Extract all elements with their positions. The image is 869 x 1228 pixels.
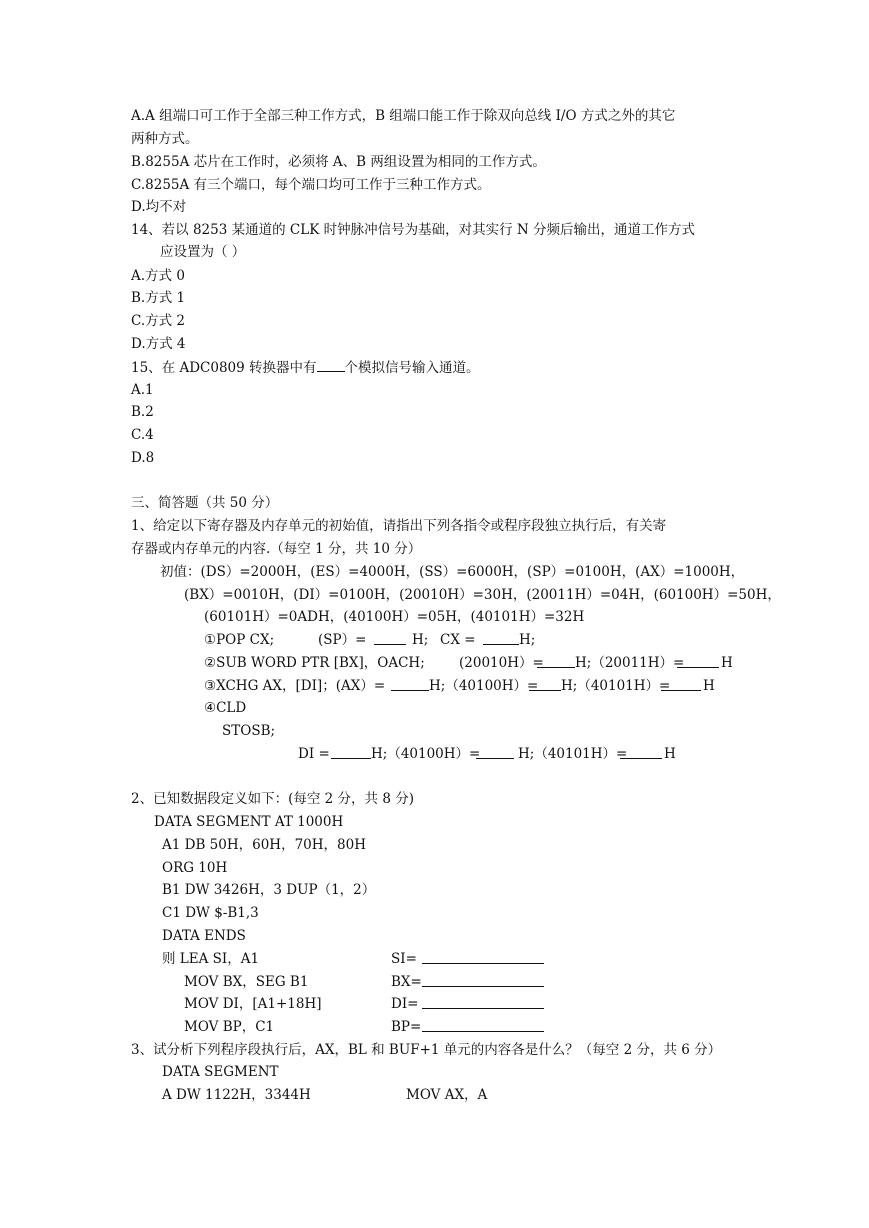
q14-stem-line1: 14、若以 8253 某通道的 CLK 时钟脉冲信号为基础，对其实行 N 分频后输出，通道工作方式 (131, 222, 695, 238)
instruction-text: ③XCHG AX，[DI]；(AX）= (204, 678, 386, 694)
answer-label: DI = (298, 746, 330, 762)
answer-label: H;（40101H）= (518, 746, 628, 762)
q14-option: C.方式 2 (131, 313, 186, 329)
answer-blank[interactable] (529, 677, 561, 691)
register-label: SI= (391, 951, 417, 967)
answer-blank[interactable] (331, 745, 371, 759)
answer-label: H;（20011H）= (575, 655, 685, 671)
q14-option: D.方式 4 (131, 336, 186, 352)
sq2-row (162, 1018, 562, 1036)
code-line: MOV DI，[A1+18H] (184, 996, 322, 1012)
sq1-item-3 (204, 677, 764, 695)
code-line: DATA ENDS (162, 928, 246, 944)
answer-label: (SP）= (318, 632, 367, 648)
answer-blank[interactable] (537, 654, 575, 668)
q15-answer-blank[interactable] (317, 358, 345, 372)
code-line: B1 DW 3426H，3 DUP（1，2） (162, 882, 376, 898)
answer-label: CX = (440, 632, 476, 648)
sq1-stem-line1: 1、给定以下寄存器及内存单元的初始值，请指出下列各指令或程序段独立执行后，有关寄 (131, 518, 667, 534)
q14-stem-line2: 应设置为（ ） (160, 244, 246, 260)
q14-option: A.方式 0 (131, 268, 185, 284)
answer-blank[interactable] (422, 973, 544, 987)
answer-blank[interactable] (374, 631, 406, 645)
q13-option-c: C.8255A 有三个端口，每个端口均可工作于三种工作方式。 (131, 177, 491, 193)
sq2-row (162, 973, 562, 991)
answer-blank[interactable] (677, 654, 719, 668)
q15-option: B.2 (131, 404, 154, 420)
sq1-item-1 (204, 631, 764, 649)
answer-label: H;（40100H）= (371, 746, 481, 762)
q15-stem-before: 15、在 ADC0809 转换器中有 (131, 360, 317, 376)
code-line: DATA SEGMENT AT 1000H (154, 814, 344, 830)
answer-label: H;（40101H）= (561, 678, 671, 694)
sq2-row (162, 950, 562, 968)
answer-blank[interactable] (422, 1018, 544, 1032)
sq1-initial-values-line2: (BX）=0010H，(DI）=0100H，(20010H）=30H，(20011H）=04H，(60100H）=50H， (184, 587, 781, 603)
q15-option: C.4 (131, 427, 154, 443)
answer-label: H; (519, 632, 536, 648)
answer-blank[interactable] (483, 631, 519, 645)
code-line: A1 DB 50H，60H，70H，80H (162, 837, 366, 853)
code-line: MOV AX，A (406, 1087, 488, 1103)
q15-option: D.8 (131, 450, 155, 466)
sq1-initial-values-line1: 初值：(DS）=2000H，(ES）=4000H，(SS）=6000H，(SP）=0100H，(AX）=1000H， (160, 564, 745, 580)
sq1-item-2 (204, 654, 764, 672)
sq2-title: 2、已知数据段定义如下：(每空 2 分，共 8 分) (131, 791, 414, 807)
code-line: A DW 1122H，3344H (162, 1087, 311, 1103)
q15-stem-after: 个模拟信号输入通道。 (344, 360, 480, 376)
answer-blank[interactable] (422, 995, 544, 1009)
answer-label: H;（40100H）= (429, 678, 539, 694)
sq1-stem-line2: 存器或内存单元的内容.（每空 1 分，共 10 分） (131, 541, 422, 557)
sq3-code-row (162, 1086, 502, 1104)
code-line: MOV BX，SEG B1 (184, 974, 309, 990)
answer-blank[interactable] (661, 677, 701, 691)
q13-option-d: D.均不对 (131, 199, 187, 215)
sq3-title: 3、试分析下列程序段执行后，AX，BL 和 BUF+1 单元的内容各是什么？（每空 2 分，共 6 分） (131, 1042, 722, 1058)
q13-option-a-line1: A.A 组端口可工作于全部三种工作方式，B 组端口能工作于除双向总线 I/O 方式之外的其它 (131, 108, 676, 124)
q13-option-b: B.8255A 芯片在工作时，必须将 A、B 两组设置为相同的工作方式。 (131, 154, 546, 170)
answer-label: H (664, 746, 676, 762)
q14-option: B.方式 1 (131, 290, 186, 306)
sq2-row (162, 995, 562, 1013)
code-line: DATA SEGMENT (162, 1064, 279, 1080)
answer-label: H (721, 655, 733, 671)
sq1-item-4-answers (298, 745, 718, 763)
answer-label: (20010H）= (459, 655, 544, 671)
instruction-text: ①POP CX; (204, 632, 275, 648)
sq1-item-4-line2: STOSB; (222, 723, 276, 739)
instruction-text: ②SUB WORD PTR [BX]，OACH; (204, 655, 425, 671)
code-line: ORG 10H (162, 860, 228, 876)
q13-option-a-line2: 两种方式。 (131, 131, 199, 147)
answer-blank[interactable] (422, 950, 544, 964)
answer-blank[interactable] (476, 745, 514, 759)
register-label: DI= (391, 996, 419, 1012)
code-line: MOV BP，C1 (184, 1019, 275, 1035)
sq1-initial-values-line3: (60101H）=0ADH，(40100H）=05H，(40101H）=32H (204, 609, 585, 625)
answer-blank[interactable] (391, 677, 429, 691)
q15-stem (131, 358, 480, 377)
register-label: BX= (391, 974, 422, 990)
sq1-item-4-line1: ④CLD (204, 700, 247, 716)
code-line: 则 LEA SI，A1 (162, 951, 260, 967)
answer-blank[interactable] (620, 745, 662, 759)
q15-option: A.1 (131, 382, 154, 398)
code-line: C1 DW $-B1,3 (162, 905, 259, 921)
answer-label: H (703, 678, 715, 694)
register-label: BP= (391, 1019, 422, 1035)
section-title: 三、简答题（共 50 分） (131, 495, 279, 511)
answer-label: H; (412, 632, 429, 648)
